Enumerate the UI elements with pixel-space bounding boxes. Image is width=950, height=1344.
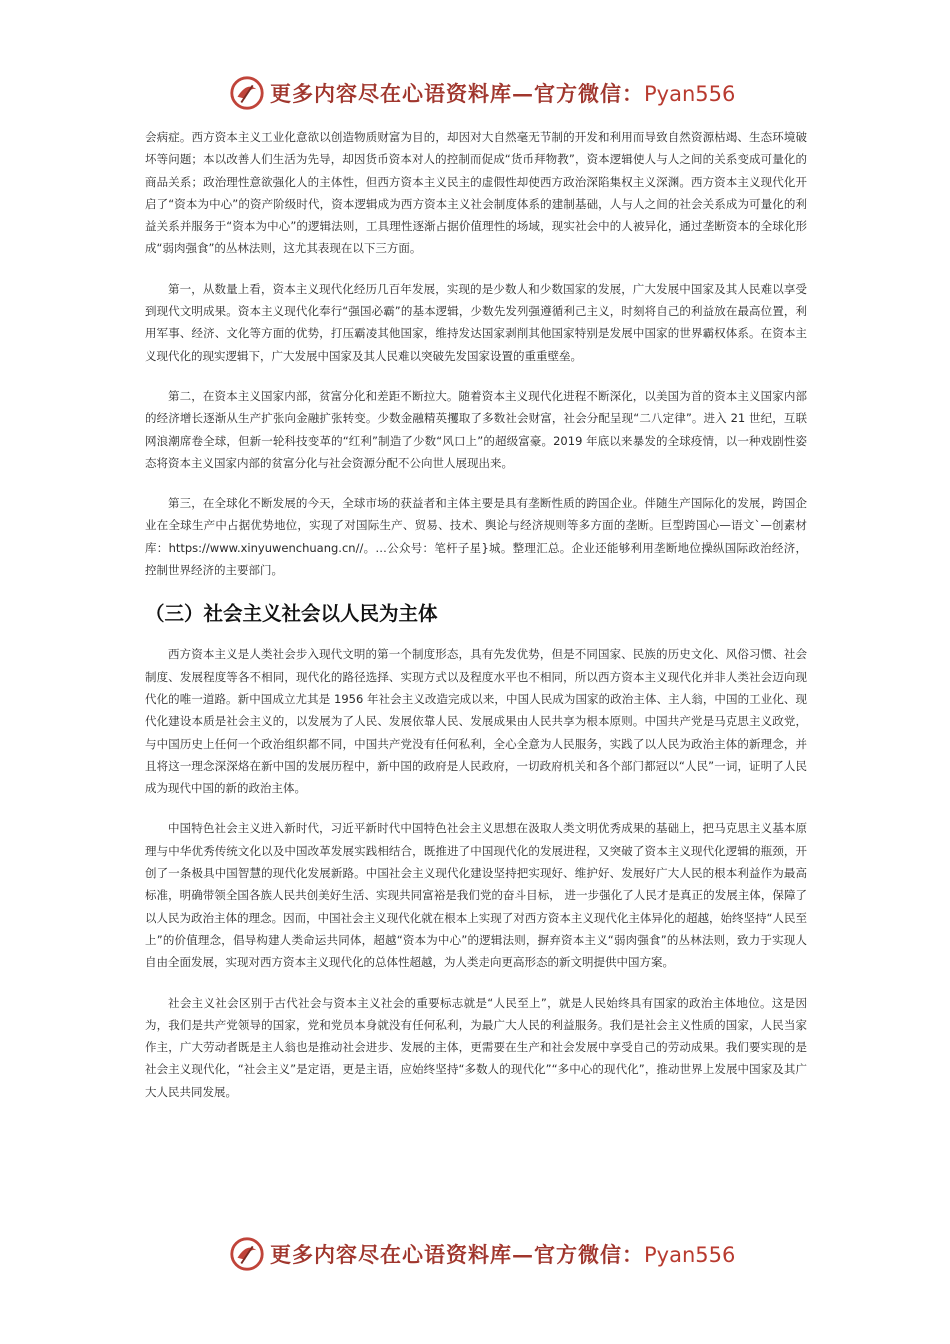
- section-heading: （三）社会主义社会以人民为主体: [145, 602, 438, 626]
- document-body: [145, 126, 807, 1121]
- logo-icon: [228, 1235, 266, 1273]
- paragraph: 西方资本主义是人类社会步入现代文明的第一个制度形态，具有先发优势，但是不同国家、民族的历史文化、风俗习惯、社会制度、发展程度等各不相同，现代化的路径选择、实现方式以及程度水平也不相同，所以西方资本主义现代化并非人类社会迈向现代化的唯一道路。新中国成立尤其是 1956 年社会主义改造完成以来，中国人民成为国家的政治主体、主人翁，中国的工业化、现代化建设本质是社会主义的，以发展为了人民、发展依靠人民、发展成果由人民共享为根本原则。中国共产党是马克思主义政党，与中国历史上任何一个政治组织都不同，中国共产党没有任何私利，全心全意为人民服务，实践了以人民为政治主体的新理念，并且将这一理念深深烙在新中国的发展历程中，新中国的政府是人民政府，一切政府机关和各个部门都冠以“人民”一词，证明了人民成为现代中国的新的政治主体。: [145, 647, 807, 796]
- header-banner: [228, 73, 748, 113]
- paragraph: 第三，在全球化不断发展的今天，全球市场的获益者和主体主要是具有垄断性质的跨国企业。伴随生产国际化的发展，跨国企业在全球生产中占据优势地位，实现了对国际生产、贸易、技术、舆论与经济规则等多方面的垄断。巨型跨国心—语文`—创素材库：https://www.xinyuwenchuang.cn//。…公众号：笔杆子星}城。整理汇总。企业还能够利用垄断地位操纵国际政治经济，控制世界经济的主要部门。: [145, 496, 807, 578]
- paragraph: 社会主义社会区别于古代社会与资本主义社会的重要标志就是“人民至上”，就是人民始终具有国家的政治主体地位。这是因为，我们是共产党领导的国家，党和党员本身就没有任何私利，为最广大人民的利益服务。我们是社会主义性质的国家，人民当家作主，广大劳动者既是主人翁也是推动社会进步、发展的主体，更需要在生产和社会发展中享受自己的劳动成果。我们要实现的是社会主义现代化，“社会主义”是定语，更是主语，应始终坚持“多数人的现代化”“多中心的现代化”，推动世界上发展中国家及其广大人民共同发展。: [145, 995, 807, 1099]
- paragraph: 中国特色社会主义进入新时代，习近平新时代中国特色社会主义思想在汲取人类文明优秀成果的基础上，把马克思主义基本原理与中华优秀传统文化以及中国改革发展实践相结合，既推进了中国现代化的发展进程，又突破了资本主义现代化逻辑的瓶颈，开创了一条极具中国智慧的现代化发展新路。中国社会主义现代化建设坚持把实现好、维护好、发展好广大人民的根本利益作为最高标准，明确带领全国各族人民共创美好生活、实现共同富裕是我们党的奋斗目标， 进一步强化了人民才是真正的发展主体，保障了以人民为政治主体的理念。因而，中国社会主义现代化就在根本上实现了对西方资本主义现代化主体异化的超越，始终坚持“人民至上”的价值理念，倡导构建人类命运共同体，超越“资本为中心”的逻辑法则，摒弃资本主义“弱肉强食”的丛林法则，致力于实现人自由全面发展，实现对西方资本主义现代化的总体性超越，为人类走向更高形态的新文明提供中国方案。: [145, 821, 807, 970]
- paragraph: 会病症。西方资本主义工业化意欲以创造物质财富为目的，却因对大自然毫无节制的开发和利用而导致自然资源枯竭、生态环境破坏等问题；本以改善人们生活为先导，却因货币资本对人的控制而促成“货币拜物教”，资本逻辑使人与人之间的关系变成可量化的商品关系；政治理性意欲强化人的主体性，但西方资本主义民主的虚假性却使西方政治深陷集权主义深渊。西方资本主义现代化开启了“资本为中心”的资产阶级时代，资本逻辑成为西方资本主义社会制度体系的建制基础，人与人之间的社会关系成为可量化的利益关系并服务于“资本为中心”的逻辑法则，工具理性逐渐占据价值理性的场域，现实社会中的人被异化，通过垄断资本的全球化形成“弱肉强食”的丛林法则，这尤其表现在以下三方面。: [145, 130, 807, 256]
- paragraph: 第二，在资本主义国家内部，贫富分化和差距不断拉大。随着资本主义现代化进程不断深化，以美国为首的资本主义国家内部的经济增长逐渐从生产扩张向金融扩张转变。少数金融精英攫取了多数社会财富，社会分配呈现“二八定律”。进入 21 世纪，互联网浪潮席卷全球，但新一轮科技变革的“红利”制造了少数“风口上”的超级富豪。2019 年底以来暴发的全球疫情，以一种戏剧性姿态将资本主义国家内部的贫富分化与社会资源分配不公向世人展现出来。: [145, 388, 807, 470]
- footer-banner: [228, 1234, 748, 1274]
- banner-text: 更多内容尽在心语资料库—官方微信：Pyan556: [270, 81, 736, 106]
- paragraph: 第一，从数量上看，资本主义现代化经历几百年发展，实现的是少数人和少数国家的发展，广大发展中国家及其人民难以享受到现代文明成果。资本主义现代化奉行“强国必霸”的基本逻辑，少数先发列强遵循利己主义，时刻将自己的利益放在最高位置，利用军事、经济、文化等方面的优势，打压霸凌其他国家，维持发达国家剥削其他国家特别是发展中国家的世界霸权体系。在资本主义现代化的现实逻辑下，广大发展中国家及其人民难以突破先发国家设置的重重壁垒。: [145, 281, 807, 363]
- logo-icon: [228, 74, 266, 112]
- banner-text: 更多内容尽在心语资料库—官方微信：Pyan556: [270, 1242, 736, 1267]
